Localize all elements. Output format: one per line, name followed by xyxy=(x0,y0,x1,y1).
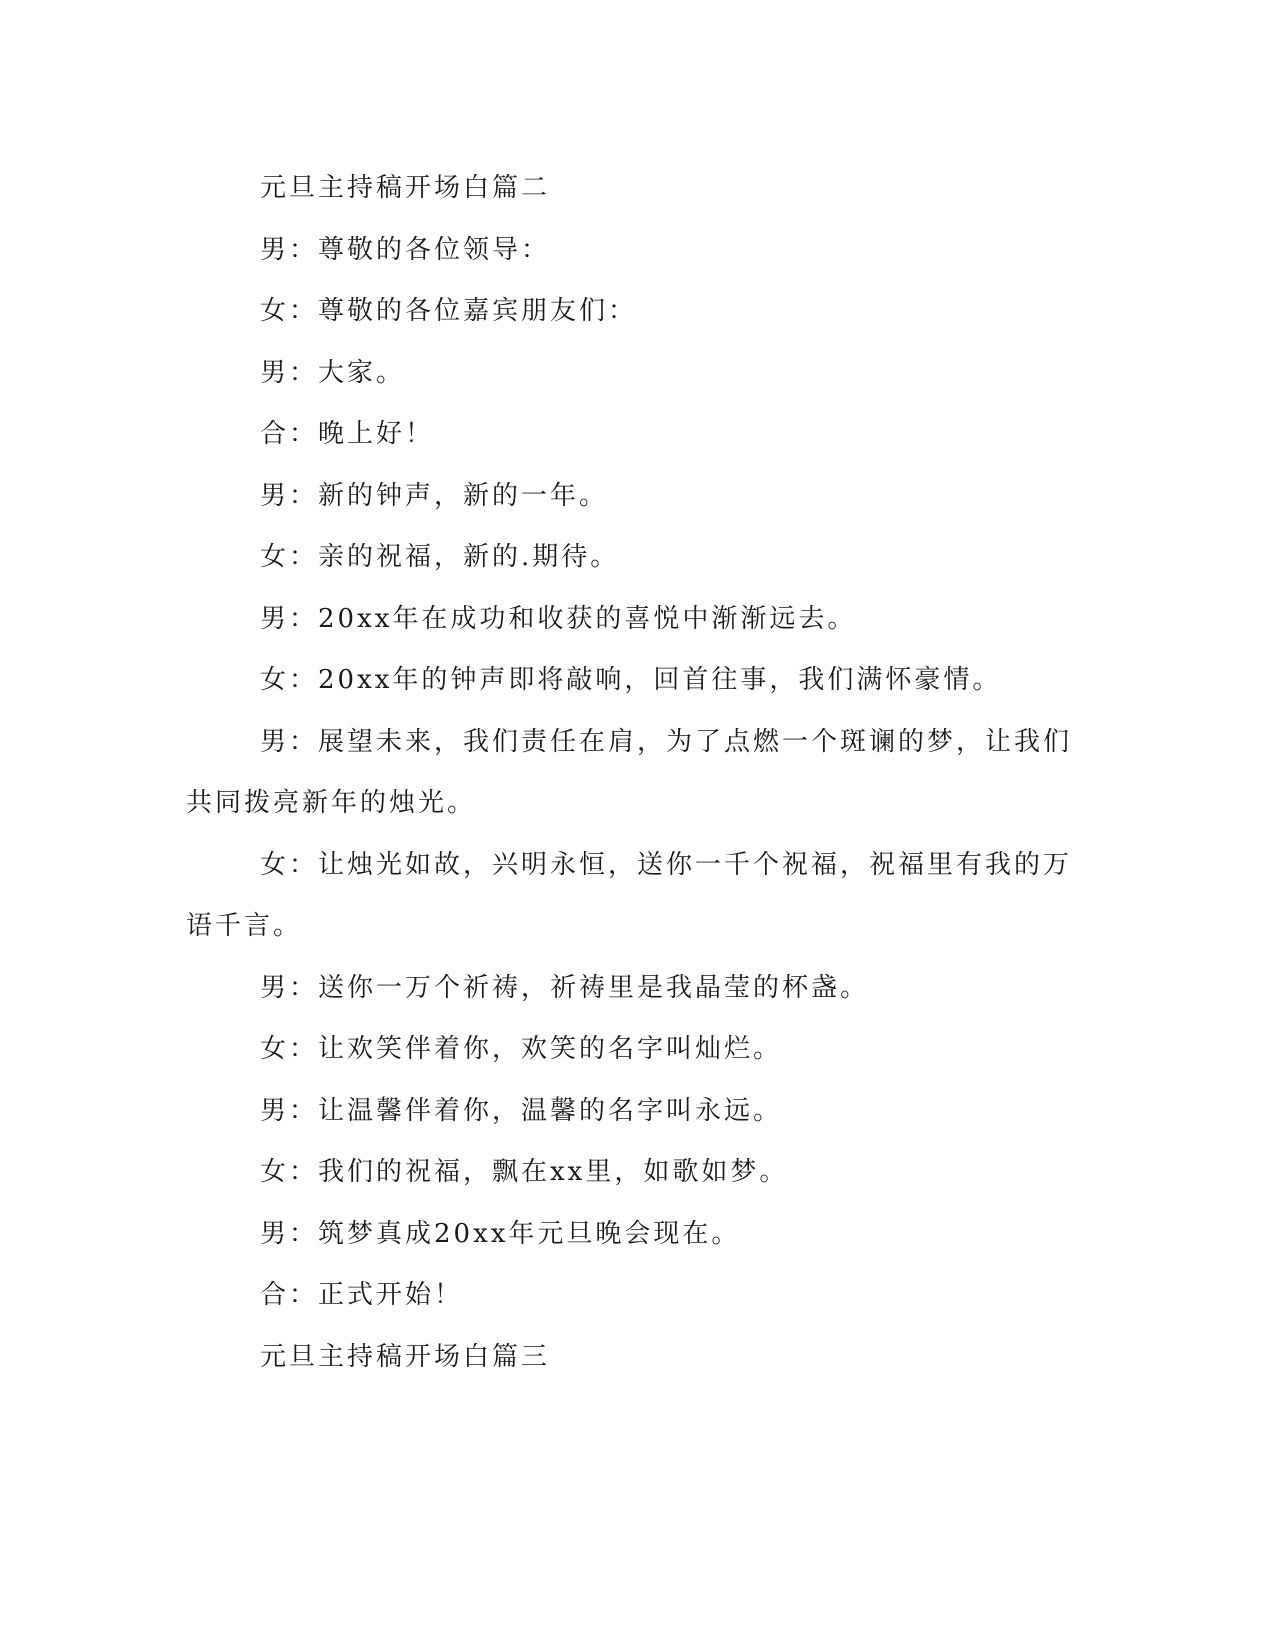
dialogue-line: 女：亲的祝福，新的.期待。 xyxy=(260,542,620,572)
section-heading: 元旦主持稿开场白篇三 xyxy=(260,1341,551,1372)
dialogue-line: 女：20xx年的钟声即将敲响，回首往事，我们满怀豪情。 xyxy=(260,665,1002,695)
dialogue-line: 男：筑梦真成20xx年元旦晚会现在。 xyxy=(260,1218,741,1249)
dialogue-line: 男：让温馨伴着你，温馨的名字叫永远。 xyxy=(260,1095,783,1126)
dialogue-line: 女：尊敬的各位嘉宾朋友们： xyxy=(260,296,638,326)
dialogue-line: 男：大家。 xyxy=(260,357,406,388)
dialogue-line: 男：尊敬的各位领导： xyxy=(260,234,551,265)
dialogue-line: 合：晚上好！ xyxy=(260,419,435,449)
dialogue-line: 女：让烛光如故，兴明永恒，送你一千个祝福，祝福里有我的万语千言。 xyxy=(186,849,1073,941)
dialogue-line: 男：送你一万个祈祷，祈祷里是我晶莹的杯盏。 xyxy=(260,972,870,1003)
dialogue-line: 男：新的钟声，新的一年。 xyxy=(260,480,609,511)
dialogue-line: 男：展望未来，我们责任在肩，为了点燃一个斑谰的梦，让我们共同拨亮新年的烛光。 xyxy=(186,726,1073,818)
dialogue-line: 男：20xx年在成功和收获的喜悦中渐渐远去。 xyxy=(260,603,857,634)
document-body xyxy=(186,158,1074,1388)
section-heading: 元旦主持稿开场白篇二 xyxy=(260,173,551,203)
dialogue-line: 女：我们的祝福，飘在xx里，如歌如梦。 xyxy=(260,1157,789,1187)
dialogue-line: 合：正式开始！ xyxy=(260,1280,464,1310)
dialogue-line: 女：让欢笑伴着你，欢笑的名字叫灿烂。 xyxy=(260,1034,783,1064)
